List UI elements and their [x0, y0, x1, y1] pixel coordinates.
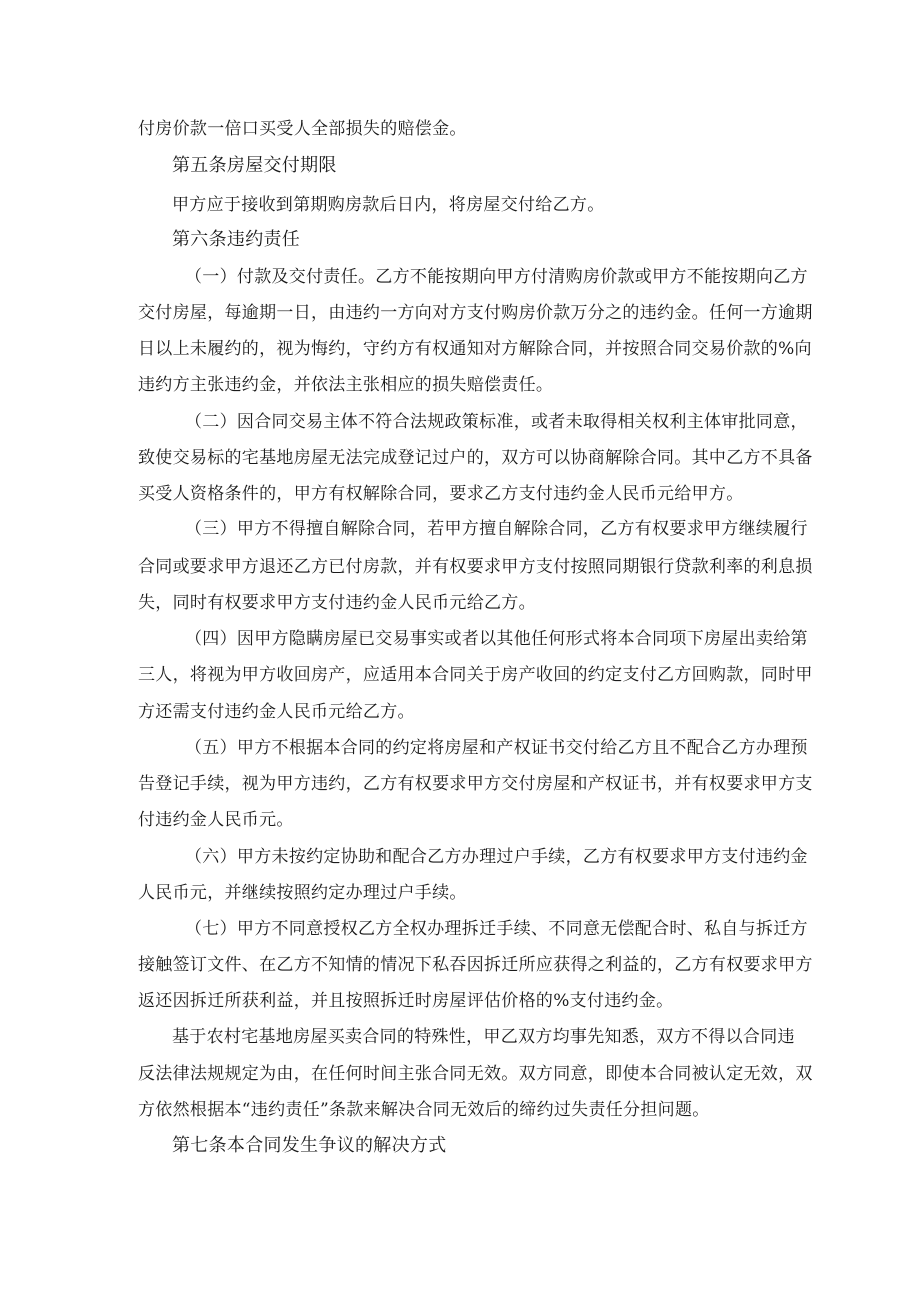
text-line: 返还因拆迁所获利益，并且按照拆迁时房屋评估价格的%支付违约金。 [138, 991, 674, 1011]
text-line: 失，同时有权要求甲方支付违约金人民币元给乙方。 [138, 593, 536, 613]
text-line: （六）甲方未按约定协助和配合乙方办理过户手续，乙方有权要求甲方支付违约金 [185, 847, 808, 867]
text-line: 交付房屋，每逾期一日，由违约一方向对方支付购房价款万分之的违约金。任何一方逾期 [138, 303, 813, 323]
text-line: （四）因甲方隐瞒房屋已交易事实或者以其他任何形式将本合同项下房屋出卖给第 [185, 629, 808, 649]
text-line: （七）甲方不同意授权乙方全权办理拆迁手续、不同意无偿配合时、私自与拆迁方 [185, 919, 808, 939]
section-heading: 第六条违约责任 [172, 229, 301, 250]
text-line: 日以上未履约的，视为悔约，守约方有权通知对方解除合同，并按照合同交易价款的%向 [138, 339, 812, 359]
text-line: 付违约金人民币元。 [138, 810, 294, 830]
text-line: 甲方应于接收到第期购房款后日内，将房屋交付给乙方。 [172, 195, 605, 215]
text-line: 违约方主张违约金，并依法主张相应的损失赔偿责任。 [138, 375, 554, 395]
text-line: （五）甲方不根据本合同的约定将房屋和产权证书交付给乙方且不配合乙方办理预 [185, 738, 808, 758]
text-line: 合同或要求甲方退还乙方已付房款，并有权要求甲方支付按照同期银行贷款利率的利息损 [138, 557, 813, 577]
text-line: 方还需支付违约金人民币元给乙方。 [138, 702, 415, 722]
text-line: 三人，将视为甲方收回房产，应适用本合同关于房产收回的约定支付乙方回购款，同时甲 [138, 665, 813, 685]
text-line: 反法律法规规定为由，在任何时间主张合同无效。双方同意，即使本合同被认定无效，双 [138, 1064, 813, 1084]
text-line: 买受人资格条件的，甲方有权解除合同，要求乙方支付违约金人民币元给甲方。 [138, 484, 744, 504]
text-line: （三）甲方不得擅自解除合同，若甲方擅自解除合同，乙方有权要求甲方继续履行 [185, 519, 808, 539]
section-heading: 第五条房屋交付期限 [172, 155, 337, 176]
text-line: （一）付款及交付责任。乙方不能按期向甲方付清购房价款或甲方不能按期向乙方 [185, 267, 808, 287]
text-line: 方依然根据本“违约责任”条款来解决合同无效后的缔约过失责任分担问题。 [138, 1100, 710, 1120]
text-line: （二）因合同交易主体不符合法规政策标准，或者未取得相关权利主体审批同意， [185, 412, 808, 432]
text-line: 告登记手续，视为甲方违约，乙方有权要求甲方交付房屋和产权证书，并有权要求甲方支 [138, 774, 813, 794]
text-line: 付房价款一倍口买受人全部损失的赔偿金。 [138, 119, 467, 139]
text-line: 基于农村宅基地房屋买卖合同的特殊性，甲乙双方均事先知悉，双方不得以合同违 [172, 1027, 795, 1047]
text-line: 接触签订文件、在乙方不知情的情况下私吞因拆迁所应获得之利益的，乙方有权要求甲方 [138, 955, 813, 975]
text-line: 人民币元，并继续按照约定办理过户手续。 [138, 883, 467, 903]
text-line: 致使交易标的宅基地房屋无法完成登记过户的，双方可以协商解除合同。其中乙方不具备 [138, 448, 813, 468]
section-heading: 第七条本合同发生争议的解决方式 [172, 1135, 447, 1156]
